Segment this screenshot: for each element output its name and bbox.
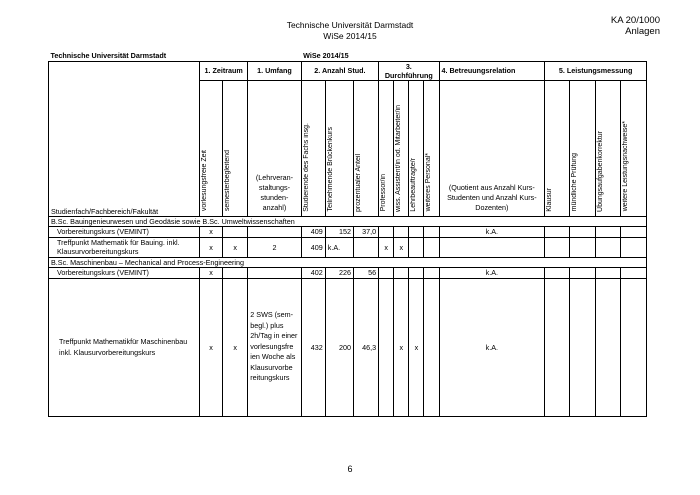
course-table	[48, 50, 647, 417]
cell-studierende: 409	[301, 237, 325, 257]
header-professor: Professor/in	[380, 174, 388, 212]
course-name: Treffpunkt Mathematik für Bauing. inkl. Klausurvorbereitungskurs	[49, 237, 200, 257]
cell-sb	[223, 226, 248, 237]
group-betreuung: 4. Betreuungsrelation	[439, 61, 545, 80]
group-zeitraum: 1. Zeitraum	[199, 61, 247, 80]
table-row	[49, 278, 647, 416]
group-durchfuehrung: 3. Durchführung	[379, 61, 439, 80]
cell-prof	[379, 278, 394, 416]
cell-muendlich	[570, 278, 595, 416]
cell-uebung	[595, 226, 620, 237]
cell-vf: x	[199, 226, 222, 237]
cell-prozentual: 56	[353, 267, 378, 278]
cell-weitere	[620, 267, 646, 278]
header-lehrbeauftragte: Lehrbeauftragte/r	[410, 157, 418, 212]
course-name: Treffpunkt Mathematikfür Maschinenbau inkl. Klausurvorbereitungskurs	[49, 278, 200, 416]
cell-betreuung: k.A.	[439, 226, 545, 237]
ka-reference	[611, 15, 660, 37]
section-title: B.Sc. Maschinenbau – Mechanical and Process-Engineering	[49, 257, 647, 267]
cell-umfang: 2	[248, 237, 301, 257]
cell-wiss	[394, 226, 409, 237]
ka-number: KA 20/1000	[610, 15, 660, 26]
header-prozentual: prozentualer Anteil	[354, 153, 362, 212]
cell-prozentual	[353, 237, 378, 257]
cell-wiss: x	[394, 278, 409, 416]
cell-betreuung	[439, 237, 545, 257]
header-uebung: Übungsaufgabenkorrektur	[596, 130, 604, 212]
cell-pers	[424, 237, 439, 257]
cell-vf: x	[199, 267, 222, 278]
header-klausur: Klausur	[546, 187, 554, 212]
header-weitere: weitere Leistungsnachweise*	[621, 121, 629, 212]
header-studierende: Studierende des Fachs insg.	[302, 122, 310, 212]
header-vorlesungsfrei: vorlesungsfreie Zeit	[200, 150, 208, 212]
cell-uebung	[595, 278, 620, 416]
header-studienfach: Studienfach/Fachbereich/Fakultät	[49, 61, 200, 216]
page-number: 6	[347, 464, 353, 474]
cell-uebung	[595, 267, 620, 278]
cell-sb: x	[223, 237, 248, 257]
cell-prof: x	[379, 237, 394, 257]
cell-wiss: x	[394, 237, 409, 257]
cell-umfang: 2 SWS (sem-begl.) plus 2h/Tag in einer vorlesungsfre ien Woche als Klausurvorbe reitungskurs	[248, 278, 301, 416]
cell-teilnehmende: 200	[325, 278, 353, 416]
cell-teilnehmende: 226	[325, 267, 353, 278]
header-semester: WiSe 2014/15	[323, 31, 377, 41]
header-university: Technische Universität Darmstadt	[286, 20, 414, 30]
cell-studierende: 402	[301, 267, 325, 278]
cell-vf: x	[199, 237, 222, 257]
cell-umfang	[248, 226, 301, 237]
header-assistent: wiss. Assistent/in od. Mitarbeiter/in	[395, 104, 403, 212]
section-title: B.Sc. Bauingenieurwesen und Geodäsie sowie B.Sc. Umweltwissenschaften	[49, 216, 647, 226]
cell-klausur	[545, 278, 570, 416]
cell-klausur	[545, 267, 570, 278]
table-row	[49, 267, 647, 278]
cell-wiss	[394, 267, 409, 278]
cell-umfang	[248, 267, 301, 278]
group-leistung: 5. Leistungsmessung	[545, 61, 647, 80]
table-title-right: WiSe 2014/15	[303, 50, 349, 60]
cell-weitere	[620, 237, 646, 257]
cell-weitere	[620, 278, 646, 416]
cell-sb	[223, 267, 248, 278]
table-title-left: Technische Universität Darmstadt	[50, 50, 167, 60]
course-name: Vorbereitungskurs (VEMINT)	[49, 226, 200, 237]
cell-sb: x	[223, 278, 248, 416]
cell-teilnehmende: k.A.	[325, 237, 353, 257]
header-umfang-text: (Lehrveran-staltungs-stunden-anzahl)	[248, 80, 301, 216]
cell-weitere	[620, 226, 646, 237]
header-personal: weiteres Personal*	[425, 153, 433, 212]
cell-lehr	[409, 267, 424, 278]
group-umfang: 1. Umfang	[248, 61, 301, 80]
cell-betreuung: k.A.	[439, 267, 545, 278]
cell-lehr	[409, 226, 424, 237]
cell-vf: x	[199, 278, 222, 416]
cell-betreuung: k.A.	[439, 278, 545, 416]
header-muendlich: mündliche Prüfung	[571, 153, 579, 212]
cell-teilnehmende: 152	[325, 226, 353, 237]
cell-muendlich	[570, 226, 595, 237]
cell-uebung	[595, 237, 620, 257]
cell-klausur	[545, 226, 570, 237]
cell-lehr: x	[409, 278, 424, 416]
cell-lehr	[409, 237, 424, 257]
cell-prof	[379, 226, 394, 237]
header-quotient: (Quotient aus Anzahl Kurs-Studenten und Anzahl Kurs-Dozenten)	[439, 80, 545, 216]
cell-prozentual: 46,3	[353, 278, 378, 416]
cell-klausur	[545, 237, 570, 257]
cell-muendlich	[570, 267, 595, 278]
cell-muendlich	[570, 237, 595, 257]
cell-prof	[379, 267, 394, 278]
header-teilnehmende: Teilnehmende Brückenkurs	[326, 127, 334, 212]
cell-pers	[424, 267, 439, 278]
group-anzahl: 2. Anzahl Stud.	[301, 61, 378, 80]
header-semesterbegleitend: semesterbegleitend	[224, 150, 232, 212]
ka-label: Anlagen	[625, 26, 660, 37]
cell-studierende: 409	[301, 226, 325, 237]
cell-pers	[424, 226, 439, 237]
table-row	[49, 237, 647, 257]
cell-prozentual: 37,0	[353, 226, 378, 237]
cell-pers	[424, 278, 439, 416]
table-row	[49, 226, 647, 237]
cell-studierende: 432	[301, 278, 325, 416]
course-name: Vorbereitungskurs (VEMINT)	[49, 267, 200, 278]
